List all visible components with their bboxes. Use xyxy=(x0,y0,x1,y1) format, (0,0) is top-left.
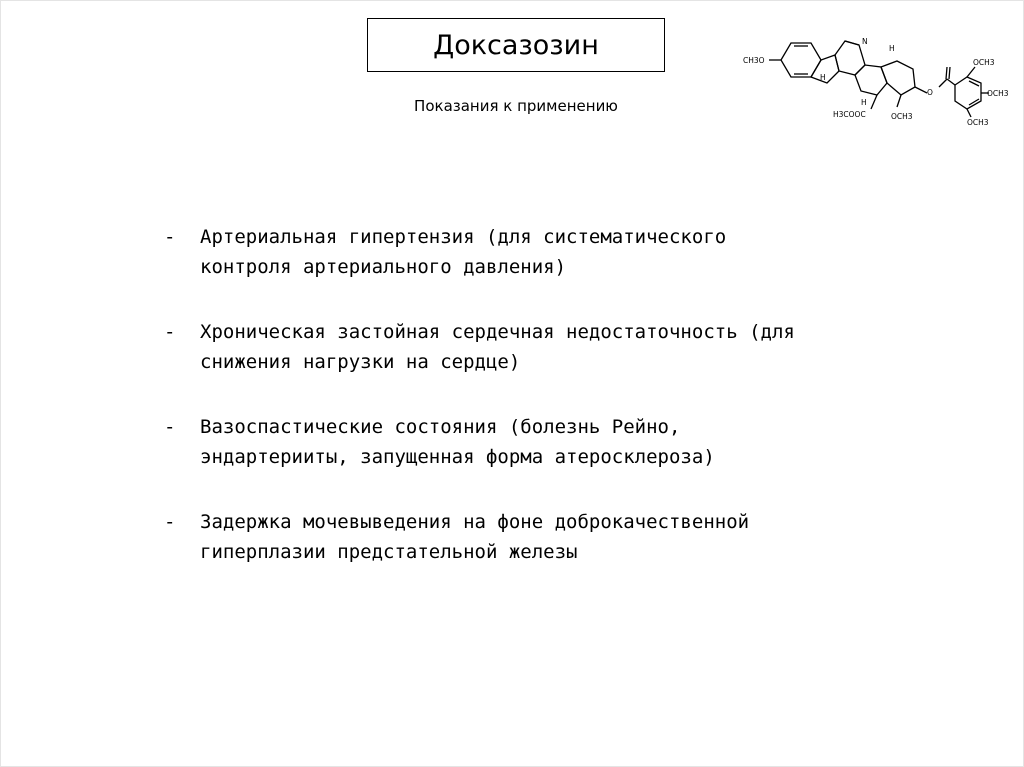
title-box xyxy=(367,18,665,72)
chemical-structure xyxy=(741,23,1011,135)
list-item-line: гиперплазии предстательной железы xyxy=(200,541,578,563)
ester-label: H3COOC xyxy=(833,110,866,119)
list-item xyxy=(164,222,924,282)
och3-label-1: OCH3 xyxy=(973,58,995,67)
structure-bonds xyxy=(769,41,989,117)
list-dash: - xyxy=(164,226,176,248)
slide-title: Доксазозин xyxy=(433,29,599,61)
list-dash: - xyxy=(164,321,176,343)
nh-label: H xyxy=(820,73,826,82)
o-link-label: O xyxy=(927,88,933,97)
list-item-line: снижения нагрузки на сердце) xyxy=(200,351,521,373)
list-item xyxy=(164,507,924,567)
indications-list xyxy=(164,222,924,602)
slide-subtitle: Показания к применению xyxy=(414,97,618,115)
list-item xyxy=(164,412,924,472)
list-item xyxy=(164,317,924,377)
list-item-line: контроля артериального давления) xyxy=(200,256,567,278)
list-item-line: Хроническая застойная сердечная недостаточность (для xyxy=(200,321,795,343)
och3-label-2: OCH3 xyxy=(987,89,1009,98)
h-mid-label: H xyxy=(861,98,867,107)
och3-label-3: OCH3 xyxy=(967,118,989,127)
n-label: N xyxy=(862,37,868,46)
list-item-line: Артериальная гипертензия (для систематического xyxy=(200,226,727,248)
methoxy-label: CH3O xyxy=(743,56,765,65)
list-item-line: Вазоспастические состояния (болезнь Рейно, xyxy=(200,416,681,438)
list-dash: - xyxy=(164,511,176,533)
list-item-line: эндартерииты, запущенная форма атеросклероза) xyxy=(200,446,715,468)
och3-lower-label: OCH3 xyxy=(891,112,913,121)
list-item-line: Задержка мочевыведения на фоне доброкачественной xyxy=(200,511,750,533)
list-dash: - xyxy=(164,416,176,438)
h-top-label: H xyxy=(889,44,895,53)
